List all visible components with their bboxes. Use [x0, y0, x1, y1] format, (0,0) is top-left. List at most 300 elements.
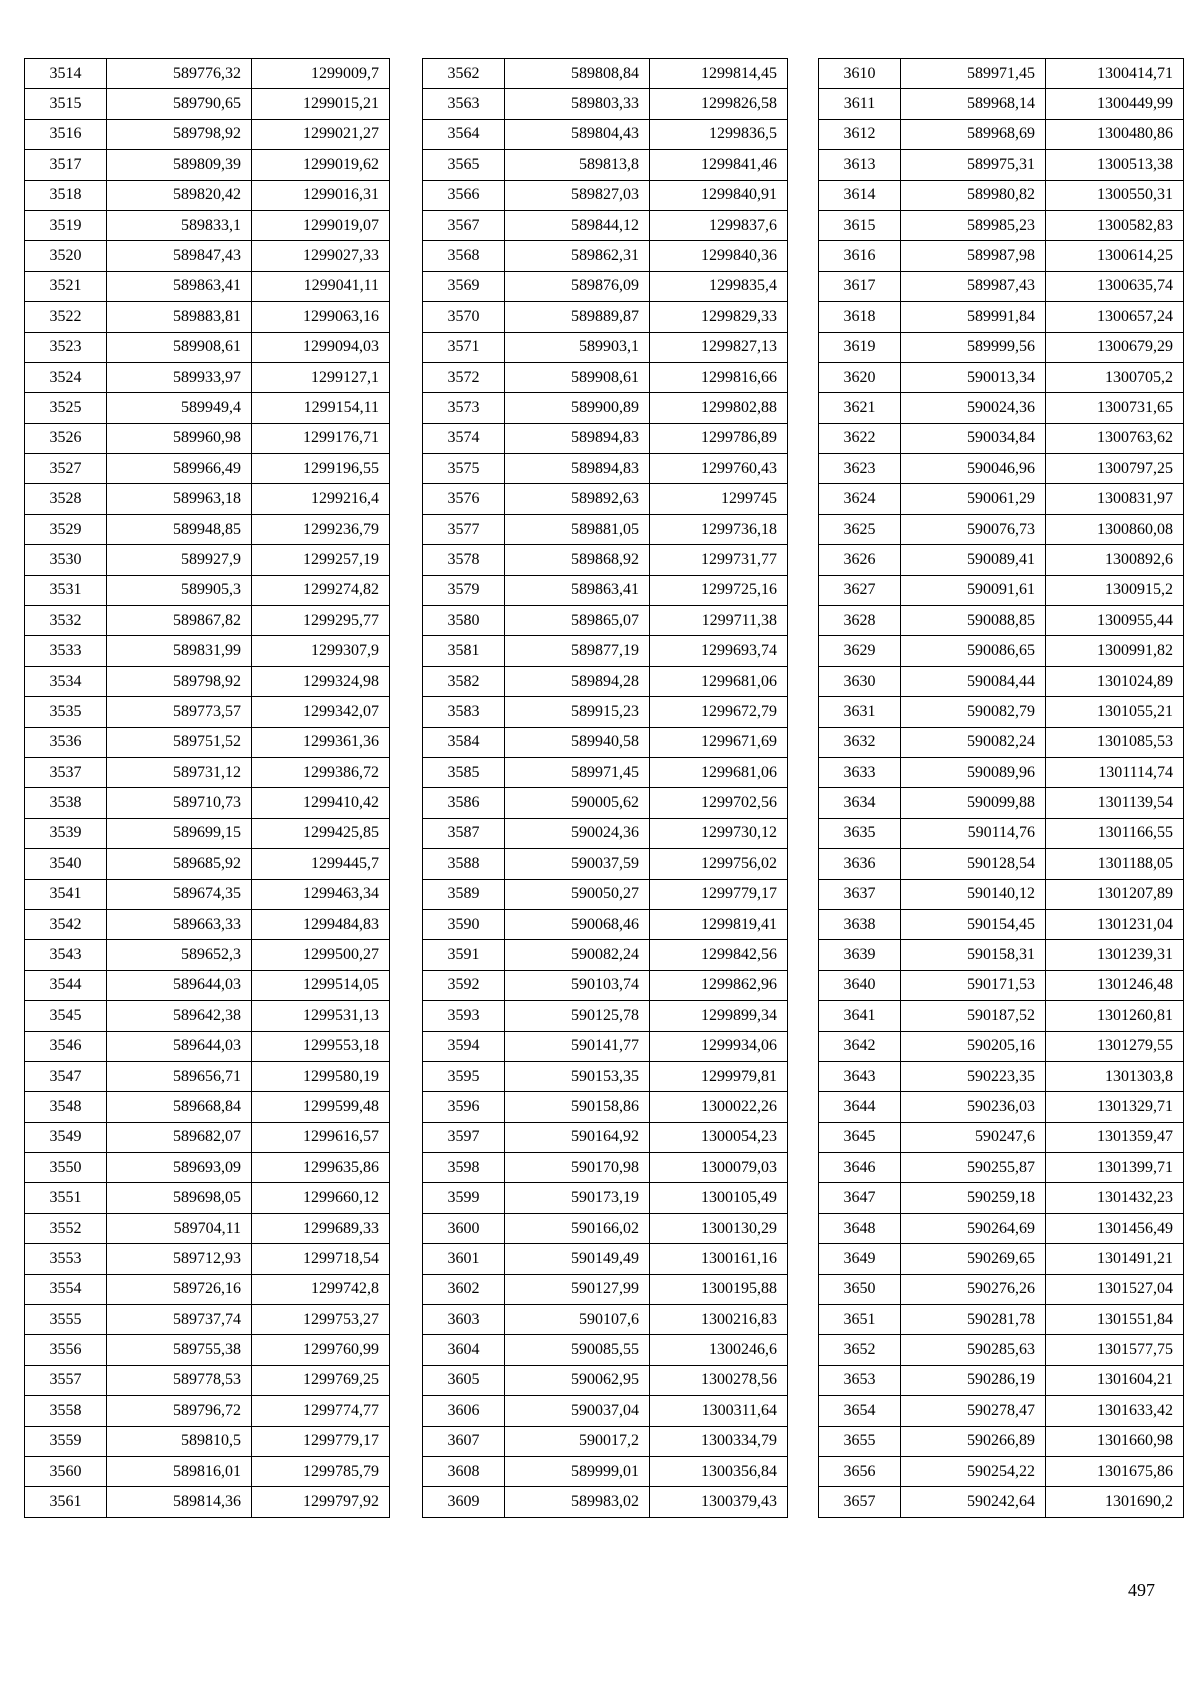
table-row	[819, 909, 1184, 939]
table-row	[423, 970, 788, 1000]
table-row	[25, 150, 390, 180]
y-coordinate-cell: 1299826,58	[650, 89, 788, 119]
point-number-cell: 3553	[25, 1244, 107, 1274]
table-row	[423, 909, 788, 939]
table-row	[819, 1244, 1184, 1274]
y-coordinate-cell: 1299840,36	[650, 241, 788, 271]
y-coordinate-cell: 1299015,21	[252, 89, 390, 119]
y-coordinate-cell: 1299797,92	[252, 1487, 390, 1517]
x-coordinate-cell: 589773,57	[107, 697, 252, 727]
table-row	[819, 1305, 1184, 1335]
point-number-cell: 3622	[819, 423, 901, 453]
point-number-cell: 3547	[25, 1061, 107, 1091]
point-number-cell: 3614	[819, 180, 901, 210]
point-number-cell: 3525	[25, 393, 107, 423]
table-row	[25, 423, 390, 453]
x-coordinate-cell: 589971,45	[505, 757, 650, 787]
x-coordinate-cell: 589987,43	[901, 271, 1046, 301]
table-row	[423, 606, 788, 636]
y-coordinate-cell: 1299756,02	[650, 849, 788, 879]
table-row	[25, 302, 390, 332]
x-coordinate-cell: 589968,14	[901, 89, 1046, 119]
table-row	[423, 1274, 788, 1304]
y-coordinate-cell: 1299718,54	[252, 1244, 390, 1274]
table-row	[423, 1122, 788, 1152]
table-row	[423, 484, 788, 514]
x-coordinate-cell: 590141,77	[505, 1031, 650, 1061]
table-row	[25, 454, 390, 484]
point-number-cell: 3555	[25, 1305, 107, 1335]
point-number-cell: 3613	[819, 150, 901, 180]
y-coordinate-cell: 1300550,31	[1046, 180, 1184, 210]
y-coordinate-cell: 1299731,77	[650, 545, 788, 575]
table-row	[25, 1396, 390, 1426]
point-number-cell: 3655	[819, 1426, 901, 1456]
y-coordinate-cell: 1299660,12	[252, 1183, 390, 1213]
y-coordinate-cell: 1301085,53	[1046, 727, 1184, 757]
x-coordinate-cell: 590269,65	[901, 1244, 1046, 1274]
x-coordinate-cell: 589877,19	[505, 636, 650, 666]
point-number-cell: 3532	[25, 606, 107, 636]
y-coordinate-cell: 1300731,65	[1046, 393, 1184, 423]
point-number-cell: 3598	[423, 1153, 505, 1183]
table-row	[819, 1213, 1184, 1243]
y-coordinate-cell: 1300311,64	[650, 1396, 788, 1426]
point-number-cell: 3527	[25, 454, 107, 484]
y-coordinate-cell: 1299484,83	[252, 909, 390, 939]
y-coordinate-cell: 1301690,2	[1046, 1487, 1184, 1517]
x-coordinate-cell: 590149,49	[505, 1244, 650, 1274]
y-coordinate-cell: 1301432,23	[1046, 1183, 1184, 1213]
point-number-cell: 3533	[25, 636, 107, 666]
table-row	[25, 1426, 390, 1456]
x-coordinate-cell: 590082,24	[505, 940, 650, 970]
x-coordinate-cell: 589908,61	[505, 362, 650, 392]
table-row	[25, 119, 390, 149]
table-row	[423, 1396, 788, 1426]
x-coordinate-cell: 590140,12	[901, 879, 1046, 909]
x-coordinate-cell: 589808,84	[505, 59, 650, 89]
x-coordinate-cell: 590082,79	[901, 697, 1046, 727]
x-coordinate-cell: 589798,92	[107, 119, 252, 149]
table-row	[25, 1153, 390, 1183]
x-coordinate-cell: 589699,15	[107, 818, 252, 848]
y-coordinate-cell: 1301604,21	[1046, 1365, 1184, 1395]
table-row	[423, 59, 788, 89]
y-coordinate-cell: 1301231,04	[1046, 909, 1184, 939]
table-row	[819, 788, 1184, 818]
table-row	[25, 575, 390, 605]
y-coordinate-cell: 1300130,29	[650, 1213, 788, 1243]
table-row	[423, 393, 788, 423]
point-number-cell: 3637	[819, 879, 901, 909]
y-coordinate-cell: 1300105,49	[650, 1183, 788, 1213]
x-coordinate-cell: 589968,69	[901, 119, 1046, 149]
point-number-cell: 3651	[819, 1305, 901, 1335]
x-coordinate-cell: 590114,76	[901, 818, 1046, 848]
table-row	[423, 514, 788, 544]
point-number-cell: 3631	[819, 697, 901, 727]
x-coordinate-cell: 589710,73	[107, 788, 252, 818]
table-row	[25, 484, 390, 514]
y-coordinate-cell: 1300582,83	[1046, 210, 1184, 240]
y-coordinate-cell: 1300054,23	[650, 1122, 788, 1152]
point-number-cell: 3585	[423, 757, 505, 787]
page-number: 497	[1128, 1580, 1155, 1600]
x-coordinate-cell: 589644,03	[107, 970, 252, 1000]
table-row	[25, 818, 390, 848]
point-number-cell: 3530	[25, 545, 107, 575]
point-number-cell: 3574	[423, 423, 505, 453]
table-row	[25, 606, 390, 636]
y-coordinate-cell: 1299785,79	[252, 1456, 390, 1486]
point-number-cell: 3558	[25, 1396, 107, 1426]
table-row	[819, 697, 1184, 727]
point-number-cell: 3602	[423, 1274, 505, 1304]
table-row	[25, 849, 390, 879]
table-row	[25, 727, 390, 757]
x-coordinate-cell: 589927,9	[107, 545, 252, 575]
table-row	[819, 545, 1184, 575]
table-row	[819, 970, 1184, 1000]
point-number-cell: 3592	[423, 970, 505, 1000]
table-row	[25, 879, 390, 909]
table-row	[25, 271, 390, 301]
y-coordinate-cell: 1299445,7	[252, 849, 390, 879]
x-coordinate-cell: 589693,09	[107, 1153, 252, 1183]
point-number-cell: 3515	[25, 89, 107, 119]
y-coordinate-cell: 1299531,13	[252, 1001, 390, 1031]
x-coordinate-cell: 589642,38	[107, 1001, 252, 1031]
table-row	[423, 1001, 788, 1031]
coordinate-table-2	[422, 58, 788, 1518]
y-coordinate-cell: 1299386,72	[252, 757, 390, 787]
point-number-cell: 3536	[25, 727, 107, 757]
y-coordinate-cell: 1299702,56	[650, 788, 788, 818]
x-coordinate-cell: 590281,78	[901, 1305, 1046, 1335]
table-row	[25, 970, 390, 1000]
point-number-cell: 3589	[423, 879, 505, 909]
table-row	[25, 1183, 390, 1213]
table-row	[25, 1244, 390, 1274]
y-coordinate-cell: 1300915,2	[1046, 575, 1184, 605]
table-row	[819, 1122, 1184, 1152]
y-coordinate-cell: 1299769,25	[252, 1365, 390, 1395]
table-row	[25, 1305, 390, 1335]
y-coordinate-cell: 1301207,89	[1046, 879, 1184, 909]
x-coordinate-cell: 589813,8	[505, 150, 650, 180]
y-coordinate-cell: 1299176,71	[252, 423, 390, 453]
table-row	[423, 849, 788, 879]
point-number-cell: 3624	[819, 484, 901, 514]
x-coordinate-cell: 589698,05	[107, 1183, 252, 1213]
x-coordinate-cell: 590024,36	[901, 393, 1046, 423]
y-coordinate-cell: 1301246,48	[1046, 970, 1184, 1000]
point-number-cell: 3573	[423, 393, 505, 423]
point-number-cell: 3576	[423, 484, 505, 514]
y-coordinate-cell: 1301166,55	[1046, 818, 1184, 848]
y-coordinate-cell: 1299094,03	[252, 332, 390, 362]
y-coordinate-cell: 1301329,71	[1046, 1092, 1184, 1122]
table-row	[819, 636, 1184, 666]
x-coordinate-cell: 589790,65	[107, 89, 252, 119]
table-row	[423, 757, 788, 787]
point-number-cell: 3528	[25, 484, 107, 514]
y-coordinate-cell: 1300955,44	[1046, 606, 1184, 636]
y-coordinate-cell: 1299689,33	[252, 1213, 390, 1243]
table-row	[423, 180, 788, 210]
y-coordinate-cell: 1299425,85	[252, 818, 390, 848]
point-number-cell: 3615	[819, 210, 901, 240]
table-row	[423, 1153, 788, 1183]
x-coordinate-cell: 590254,22	[901, 1456, 1046, 1486]
table-row	[423, 666, 788, 696]
x-coordinate-cell: 590084,44	[901, 666, 1046, 696]
y-coordinate-cell: 1299779,17	[650, 879, 788, 909]
x-coordinate-cell: 589809,39	[107, 150, 252, 180]
table-row	[25, 940, 390, 970]
table-row	[25, 909, 390, 939]
x-coordinate-cell: 589827,03	[505, 180, 650, 210]
y-coordinate-cell: 1299342,07	[252, 697, 390, 727]
x-coordinate-cell: 590173,19	[505, 1183, 650, 1213]
y-coordinate-cell: 1299041,11	[252, 271, 390, 301]
y-coordinate-cell: 1300860,08	[1046, 514, 1184, 544]
y-coordinate-cell: 1299736,18	[650, 514, 788, 544]
point-number-cell: 3565	[423, 150, 505, 180]
point-number-cell: 3559	[25, 1426, 107, 1456]
y-coordinate-cell: 1300614,25	[1046, 241, 1184, 271]
point-number-cell: 3543	[25, 940, 107, 970]
y-coordinate-cell: 1299819,41	[650, 909, 788, 939]
y-coordinate-cell: 1299681,06	[650, 666, 788, 696]
point-number-cell: 3621	[819, 393, 901, 423]
point-number-cell: 3568	[423, 241, 505, 271]
y-coordinate-cell: 1299295,77	[252, 606, 390, 636]
x-coordinate-cell: 590024,36	[505, 818, 650, 848]
table-row	[423, 1335, 788, 1365]
y-coordinate-cell: 1300195,88	[650, 1274, 788, 1304]
point-number-cell: 3616	[819, 241, 901, 271]
table-row	[25, 1365, 390, 1395]
y-coordinate-cell: 1299580,19	[252, 1061, 390, 1091]
point-number-cell: 3546	[25, 1031, 107, 1061]
x-coordinate-cell: 590107,6	[505, 1305, 650, 1335]
point-number-cell: 3514	[25, 59, 107, 89]
x-coordinate-cell: 589908,61	[107, 332, 252, 362]
point-number-cell: 3593	[423, 1001, 505, 1031]
table-row	[25, 1092, 390, 1122]
point-number-cell: 3646	[819, 1153, 901, 1183]
x-coordinate-cell: 590017,2	[505, 1426, 650, 1456]
table-row	[423, 1305, 788, 1335]
table-row	[819, 89, 1184, 119]
y-coordinate-cell: 1299836,5	[650, 119, 788, 149]
x-coordinate-cell: 589940,58	[505, 727, 650, 757]
y-coordinate-cell: 1299410,42	[252, 788, 390, 818]
y-coordinate-cell: 1299681,06	[650, 757, 788, 787]
point-number-cell: 3628	[819, 606, 901, 636]
table-row	[423, 788, 788, 818]
table-row	[423, 879, 788, 909]
table-row	[25, 89, 390, 119]
table-row	[423, 1456, 788, 1486]
table-row	[819, 1183, 1184, 1213]
x-coordinate-cell: 590005,62	[505, 788, 650, 818]
x-coordinate-cell: 589863,41	[107, 271, 252, 301]
point-number-cell: 3652	[819, 1335, 901, 1365]
x-coordinate-cell: 590247,6	[901, 1122, 1046, 1152]
point-number-cell: 3578	[423, 545, 505, 575]
point-number-cell: 3610	[819, 59, 901, 89]
y-coordinate-cell: 1300246,6	[650, 1335, 788, 1365]
x-coordinate-cell: 589987,98	[901, 241, 1046, 271]
point-number-cell: 3535	[25, 697, 107, 727]
point-number-cell: 3541	[25, 879, 107, 909]
point-number-cell: 3608	[423, 1456, 505, 1486]
y-coordinate-cell: 1299979,81	[650, 1061, 788, 1091]
table-row	[25, 1001, 390, 1031]
x-coordinate-cell: 589816,01	[107, 1456, 252, 1486]
x-coordinate-cell: 590037,04	[505, 1396, 650, 1426]
point-number-cell: 3647	[819, 1183, 901, 1213]
point-number-cell: 3599	[423, 1183, 505, 1213]
x-coordinate-cell: 589798,92	[107, 666, 252, 696]
y-coordinate-cell: 1301491,21	[1046, 1244, 1184, 1274]
x-coordinate-cell: 589862,31	[505, 241, 650, 271]
point-number-cell: 3579	[423, 575, 505, 605]
point-number-cell: 3642	[819, 1031, 901, 1061]
y-coordinate-cell: 1299019,07	[252, 210, 390, 240]
y-coordinate-cell: 1299027,33	[252, 241, 390, 271]
y-coordinate-cell: 1299553,18	[252, 1031, 390, 1061]
y-coordinate-cell: 1301024,89	[1046, 666, 1184, 696]
table-row	[819, 1396, 1184, 1426]
y-coordinate-cell: 1299745	[650, 484, 788, 514]
x-coordinate-cell: 589831,99	[107, 636, 252, 666]
y-coordinate-cell: 1299257,19	[252, 545, 390, 575]
table-row	[819, 727, 1184, 757]
y-coordinate-cell: 1300635,74	[1046, 271, 1184, 301]
x-coordinate-cell: 589999,01	[505, 1456, 650, 1486]
point-number-cell: 3550	[25, 1153, 107, 1183]
point-number-cell: 3644	[819, 1092, 901, 1122]
x-coordinate-cell: 590153,35	[505, 1061, 650, 1091]
y-coordinate-cell: 1299236,79	[252, 514, 390, 544]
x-coordinate-cell: 590086,65	[901, 636, 1046, 666]
table-row	[423, 697, 788, 727]
x-coordinate-cell: 589889,87	[505, 302, 650, 332]
y-coordinate-cell: 1301279,55	[1046, 1031, 1184, 1061]
y-coordinate-cell: 1299837,6	[650, 210, 788, 240]
y-coordinate-cell: 1299841,46	[650, 150, 788, 180]
y-coordinate-cell: 1299616,57	[252, 1122, 390, 1152]
table-row	[423, 1244, 788, 1274]
x-coordinate-cell: 589644,03	[107, 1031, 252, 1061]
y-coordinate-cell: 1299786,89	[650, 423, 788, 453]
y-coordinate-cell: 1300657,24	[1046, 302, 1184, 332]
table-row	[423, 1092, 788, 1122]
y-coordinate-cell: 1299514,05	[252, 970, 390, 1000]
point-number-cell: 3590	[423, 909, 505, 939]
y-coordinate-cell: 1301260,81	[1046, 1001, 1184, 1031]
x-coordinate-cell: 590089,96	[901, 757, 1046, 787]
y-coordinate-cell: 1299127,1	[252, 362, 390, 392]
y-coordinate-cell: 1299730,12	[650, 818, 788, 848]
x-coordinate-cell: 589682,07	[107, 1122, 252, 1152]
table-row	[819, 150, 1184, 180]
x-coordinate-cell: 589966,49	[107, 454, 252, 484]
point-number-cell: 3542	[25, 909, 107, 939]
point-number-cell: 3524	[25, 362, 107, 392]
x-coordinate-cell: 589712,93	[107, 1244, 252, 1274]
y-coordinate-cell: 1299760,99	[252, 1335, 390, 1365]
table-row	[819, 1426, 1184, 1456]
x-coordinate-cell: 590158,31	[901, 940, 1046, 970]
point-number-cell: 3539	[25, 818, 107, 848]
x-coordinate-cell: 589867,82	[107, 606, 252, 636]
table-row	[25, 1213, 390, 1243]
point-number-cell: 3641	[819, 1001, 901, 1031]
table-row	[25, 1274, 390, 1304]
y-coordinate-cell: 1301660,98	[1046, 1426, 1184, 1456]
table-row	[423, 302, 788, 332]
point-number-cell: 3591	[423, 940, 505, 970]
x-coordinate-cell: 589876,09	[505, 271, 650, 301]
y-coordinate-cell: 1301359,47	[1046, 1122, 1184, 1152]
x-coordinate-cell: 589810,5	[107, 1426, 252, 1456]
x-coordinate-cell: 589915,23	[505, 697, 650, 727]
point-number-cell: 3531	[25, 575, 107, 605]
x-coordinate-cell: 590276,26	[901, 1274, 1046, 1304]
point-number-cell: 3554	[25, 1274, 107, 1304]
y-coordinate-cell: 1301303,8	[1046, 1061, 1184, 1091]
x-coordinate-cell: 590158,86	[505, 1092, 650, 1122]
table-row	[819, 757, 1184, 787]
y-coordinate-cell: 1300334,79	[650, 1426, 788, 1456]
y-coordinate-cell: 1300414,71	[1046, 59, 1184, 89]
y-coordinate-cell: 1300991,82	[1046, 636, 1184, 666]
x-coordinate-cell: 589983,02	[505, 1487, 650, 1517]
point-number-cell: 3643	[819, 1061, 901, 1091]
table-row	[819, 271, 1184, 301]
y-coordinate-cell: 1299196,55	[252, 454, 390, 484]
table-row	[423, 545, 788, 575]
y-coordinate-cell: 1300763,62	[1046, 423, 1184, 453]
y-coordinate-cell: 1299274,82	[252, 575, 390, 605]
y-coordinate-cell: 1301527,04	[1046, 1274, 1184, 1304]
x-coordinate-cell: 590278,47	[901, 1396, 1046, 1426]
x-coordinate-cell: 589949,4	[107, 393, 252, 423]
point-number-cell: 3523	[25, 332, 107, 362]
y-coordinate-cell: 1301055,21	[1046, 697, 1184, 727]
x-coordinate-cell: 589685,92	[107, 849, 252, 879]
table-row	[25, 666, 390, 696]
point-number-cell: 3601	[423, 1244, 505, 1274]
point-number-cell: 3595	[423, 1061, 505, 1091]
point-number-cell: 3544	[25, 970, 107, 1000]
x-coordinate-cell: 589814,36	[107, 1487, 252, 1517]
x-coordinate-cell: 589963,18	[107, 484, 252, 514]
table-row	[423, 575, 788, 605]
y-coordinate-cell: 1299693,74	[650, 636, 788, 666]
point-number-cell: 3639	[819, 940, 901, 970]
table-row	[423, 454, 788, 484]
table-row	[423, 423, 788, 453]
y-coordinate-cell: 1300161,16	[650, 1244, 788, 1274]
point-number-cell: 3588	[423, 849, 505, 879]
point-number-cell: 3577	[423, 514, 505, 544]
